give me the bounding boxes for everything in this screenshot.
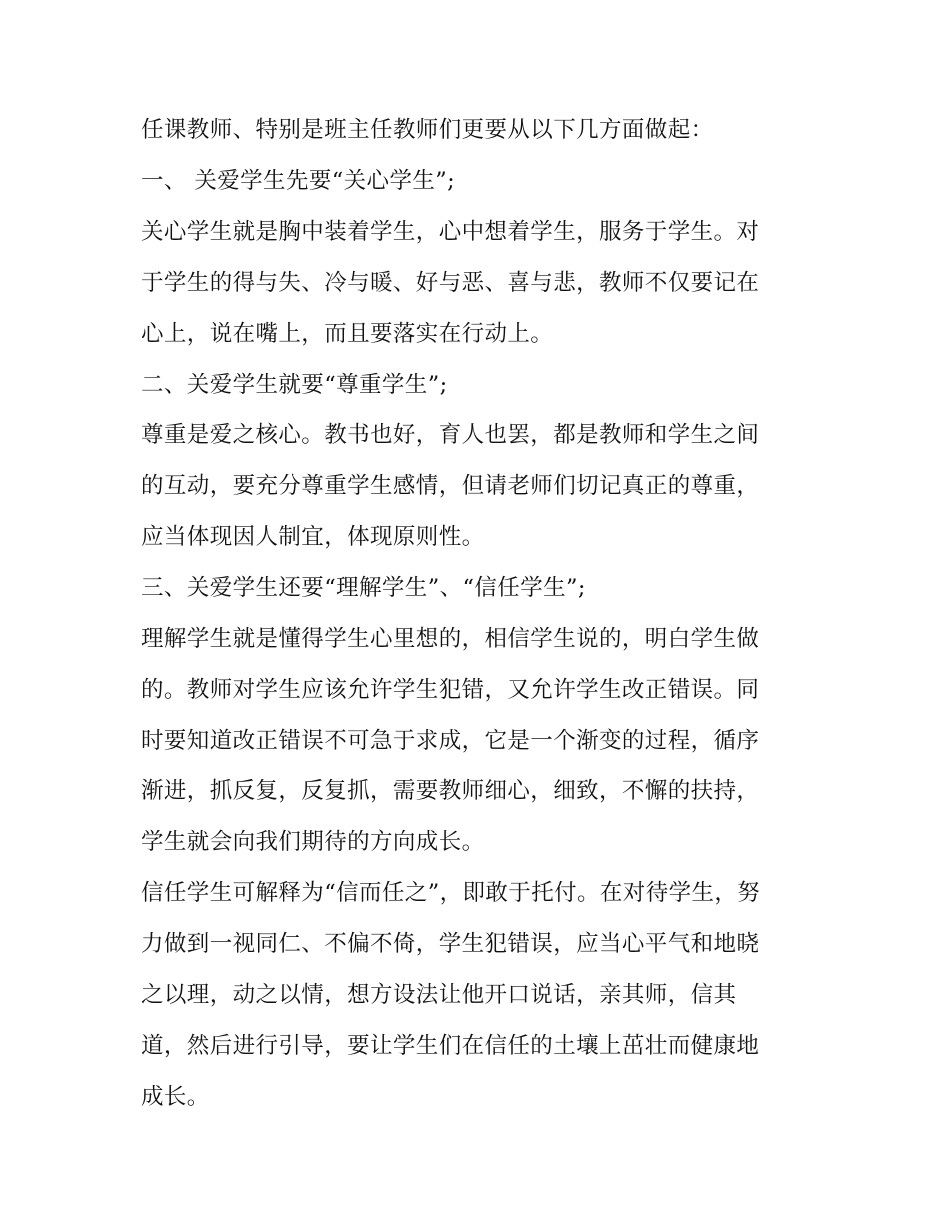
heading-care-students: 一、 关爱学生先要“关心学生”; (141, 168, 456, 194)
text-line: 心上，说在嘴上，而且要落实在行动上。 (141, 321, 554, 347)
heading-respect-students: 二、关爱学生就要“尊重学生”; (141, 372, 448, 398)
text-line: 道，然后进行引导，要让学生们在信任的土壤上茁壮而健康地 (141, 1033, 760, 1059)
text-line: 应当体现因人制宜，体现原则性。 (141, 524, 485, 550)
text-line: 时要知道改正错误不可急于求成，它是一个渐变的过程，循序 (141, 728, 760, 754)
text-line: 的互动，要充分尊重学生感情，但请老师们切记真正的尊重， (141, 473, 760, 499)
text-line: 的。教师对学生应该允许学生犯错，又允许学生改正错误。同 (141, 677, 760, 703)
text-line: 理解学生就是懂得学生心里想的，相信学生说的，明白学生做 (141, 626, 760, 652)
text-line-intro: 任课教师、特别是班主任教师们更要从以下几方面做起： (141, 117, 714, 143)
heading-understand-trust-students: 三、关爱学生还要“理解学生”、“信任学生”; (141, 575, 586, 601)
text-line: 信任学生可解释为“信而任之”，即敢于托付。在对待学生，努 (141, 880, 761, 906)
text-line: 之以理，动之以情，想方设法让他开口说话，亲其师，信其 (141, 982, 737, 1008)
text-line: 关心学生就是胸中装着学生，心中想着学生，服务于学生。对 (141, 219, 760, 245)
text-line: 力做到一视同仁、不偏不倚，学生犯错误，应当心平气和地晓 (141, 931, 760, 957)
text-line: 渐进，抓反复，反复抓，需要教师细心，细致，不懈的扶持， (141, 778, 760, 804)
text-line: 学生就会向我们期待的方向成长。 (141, 829, 485, 855)
text-line: 成长。 (141, 1084, 210, 1110)
text-line: 尊重是爱之核心。教书也好，育人也罢，都是教师和学生之间 (141, 422, 760, 448)
text-line: 于学生的得与失、冷与暖、好与恶、喜与悲，教师不仅要记在 (141, 270, 760, 296)
